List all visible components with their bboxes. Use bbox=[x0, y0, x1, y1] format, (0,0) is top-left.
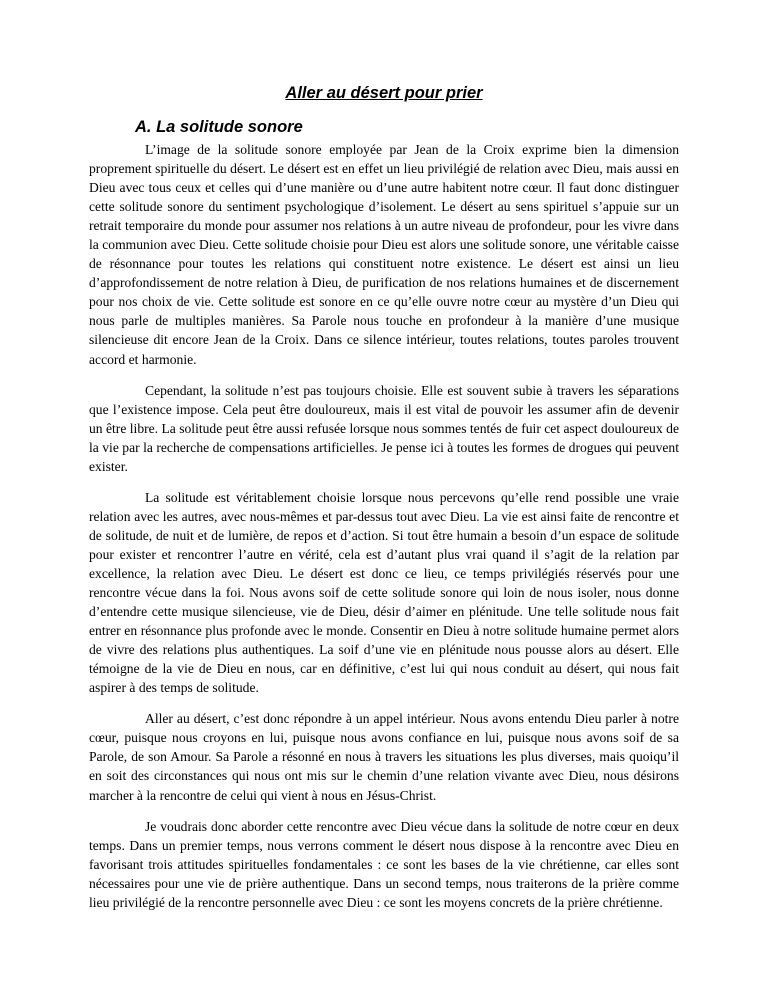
document-title: Aller au désert pour prier bbox=[285, 84, 483, 102]
paragraph: Je voudrais donc aborder cette rencontre avec Dieu vécue dans la solitude de notre cœur en deux temps. Dans un premier temps, nous verrons comment le désert nous dispose à la rencontre avec Dieu en favorisant trois attitudes spirituelles fondamentales : ce sont les bases de la vie chrétienne, car elles sont nécessaires pour une vie de prière authentique. Dans un second temps, nous traiterons de la prière comme lieu privilégié de la rencontre personnelle avec Dieu : ce sont les moyens concrets de la prière chrétienne. bbox=[89, 818, 679, 910]
document-page bbox=[89, 82, 679, 924]
paragraph: Aller au désert, c’est donc répondre à un appel intérieur. Nous avons entendu Dieu parler à notre cœur, puisque nous croyons en lui, puisque nous avons confiance en lui, puisque nous avons soif de sa Parole, de son Amour. Sa Parole a résonné en nous à travers les situations les plus diverses, mais quoiqu’il en soit des circonstances qui nous ont mis sur le chemin d’une relation vivante avec Dieu, nous désirons marcher à la rencontre de celui qui vient à nous en Jésus-Christ. bbox=[89, 711, 679, 803]
section-heading: A. La solitude sonore bbox=[135, 118, 303, 136]
paragraph: Cependant, la solitude n’est pas toujours choisie. Elle est souvent subie à travers les séparations que l’existence impose. Cela peut être douloureux, mais il est vital de pouvoir les assumer afin de devenir un être libre. La solitude peut être aussi refusée lorsque nous sommes tentés de fuir cet aspect douloureux de la vie par la recherche de compensations artificielles. Je pense ici à toutes les formes de drogues qui peuvent exister. bbox=[89, 382, 680, 474]
paragraph: La solitude est véritablement choisie lorsque nous percevons qu’elle rend possible une vraie relation avec les autres, avec nous-mêmes et par-dessus tout avec Dieu. La vie est ainsi faite de rencontre et de solitude, de nuit et de lumière, de repos et d’action. Si tout être humain a besoin d’un espace de solitude pour exister et rencontrer l’autre en vérité, cela est d’autant plus vrai quand il s’agit de la relation par excellence, la relation avec Dieu. Le désert est donc ce lieu, ce temps privilégiés réservés pour une rencontre vécue dans la foi. Nous avons soif de cette solitude sonore qui loin de nous isoler, nous donne d’entendre cette musique silencieuse, vie de Dieu, désir d’aimer en plénitude. Une telle solitude nous fait entrer en résonnance plus profonde avec le monde. Consentir en Dieu à notre solitude humaine permet alors de vivre des relations plus authentiques. La soif d’une vie en plénitude nous pousse alors au désert. Elle témoigne de la vie de Dieu en nous, car en définitive, c’est lui qui nous conduit au désert, qui nous fait aspirer à des temps de solitude. bbox=[89, 489, 679, 696]
paragraph: L’image de la solitude sonore employée par Jean de la Croix exprime bien la dimension proprement spirituelle du désert. Le désert est en effet un lieu privilégié de relation avec Dieu, mais aussi en Dieu avec tous ceux et celles qui d’une manière ou d’une autre habitent notre cœur. Il faut donc distinguer cette solitude sonore du sentiment psychologique d’isolement. Le désert au sens spirituel s’appuie sur un retrait temporaire du monde pour assumer nos relations à un autre niveau de profondeur, pour les vivre dans la communion avec Dieu. Cette solitude choisie pour Dieu est alors une solitude sonore, une véritable caisse de résonnance pour toutes les relations qui constituent notre existence. Le désert est ainsi un lieu d’approfondissement de notre relation à Dieu, de purification de nos relations humaines et de discernement pour nos choix de vie. Cette solitude est sonore en ce qu’elle ouvre notre cœur au mystère d’un Dieu qui nous parle de multiples manières. Sa Parole nous touche en profondeur à la manière d’une musique silencieuse dit encore Jean de la Croix. Dans ce silence intérieur, toutes relations, toutes paroles trouvent accord et harmonie. bbox=[89, 142, 679, 367]
